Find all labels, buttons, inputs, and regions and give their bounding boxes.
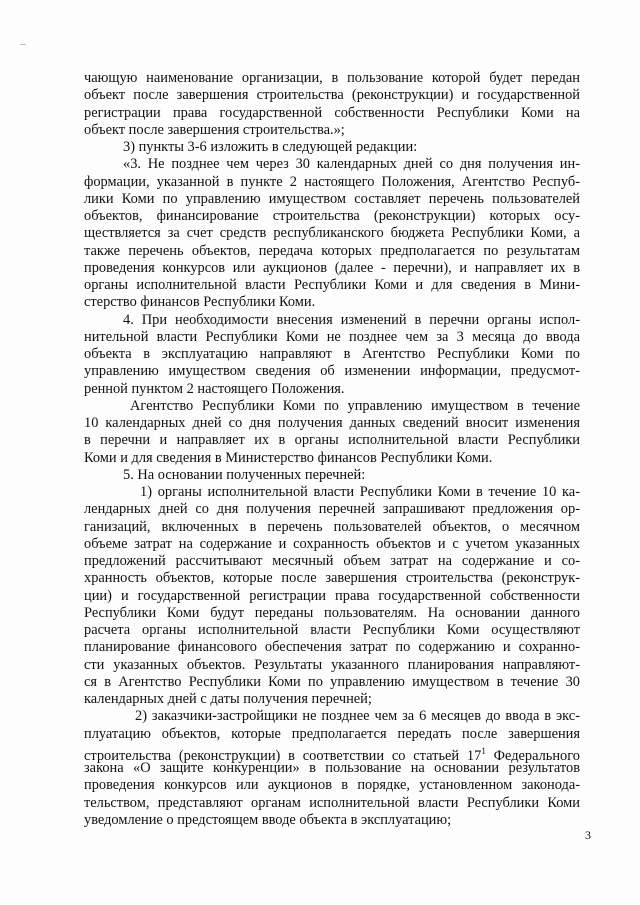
page-number: 3 — [585, 828, 591, 842]
text-line — [84, 70, 580, 87]
text-line-content: лендарных дней со дня получения перечней запрашивают предложения ор- — [84, 501, 580, 518]
text-line — [84, 501, 580, 518]
text-line — [84, 812, 580, 829]
text-line-content: расчета органы исполнительной власти Республики Коми осуществляют — [84, 622, 580, 638]
text-line-content: объекта в эксплуатацию направляют в Агентство Республики Коми по — [84, 346, 580, 362]
text-line — [84, 639, 580, 656]
text-line-content: Агентство Республики Коми по управлению имуществом в течение — [130, 397, 580, 414]
text-line — [84, 553, 580, 570]
text-line-content: формации, указанной в пункте 2 настоящего Положения, Агентство Респуб- — [84, 173, 580, 190]
text-line — [84, 691, 580, 708]
text-line — [84, 708, 580, 725]
text-line — [84, 363, 580, 380]
text-line-content: ганизаций, включенных в перечень пользователей объектов, о месячном — [84, 518, 580, 535]
text-line — [84, 777, 580, 794]
text-line-content: нительной власти Республики Коми не позднее чем за 3 месяца до ввода — [84, 328, 580, 345]
text-line — [84, 260, 580, 277]
text-line — [84, 536, 580, 553]
text-line — [84, 243, 580, 260]
text-line — [84, 415, 580, 432]
text-line-content: уведомление о предстоящем вводе объекта в эксплуатацию; — [84, 811, 452, 828]
text-line — [84, 605, 580, 622]
text-line-content: 4. При необходимости внесения изменений в перечни органы испол- — [123, 311, 580, 328]
text-line — [84, 622, 580, 639]
text-line-content: проведения конкурсов или аукционов (далее - перечни), и направляет их в — [84, 259, 580, 276]
text-line-content: ции) и государственной регистрации права государственной собственности — [84, 587, 580, 604]
text-line-content: предложений рассчитывают месячный объем затрат на содержание и со- — [84, 553, 580, 569]
text-line-content: сти указанных объектов. Результаты указанного планирования направляют- — [84, 656, 580, 673]
text-line — [84, 570, 580, 587]
text-line-content: ществляется за счет средств республиканского бюджета Республики Коми, а — [84, 225, 580, 242]
text-line-content: объектов, финансирование строительства (реконструкции) которых осу- — [84, 208, 580, 224]
text-line — [84, 519, 580, 536]
document-body — [84, 70, 580, 829]
text-line — [84, 191, 580, 208]
text-line-content: закона «О защите конкуренции» в пользование на основании результатов — [84, 760, 580, 776]
text-line-content: ся в Агентство Республики Коми по управлению имуществом в течение 30 — [84, 673, 580, 690]
text-line — [84, 398, 580, 415]
text-line — [84, 381, 580, 398]
text-line — [84, 329, 580, 346]
text-line — [84, 174, 580, 191]
text-line — [84, 225, 580, 242]
text-line-content: Коми и для сведения в Министерство финансов Республики Коми. — [84, 449, 493, 466]
text-line — [84, 208, 580, 225]
text-line-content: проведения конкурсов или аукционов в порядке, установленном законода- — [84, 777, 580, 794]
text-line-content: управлению имуществом сведения об изменении информации, предусмот- — [84, 363, 580, 380]
text-line — [84, 346, 580, 363]
text-line — [84, 87, 580, 104]
text-line — [84, 467, 580, 484]
text-line — [84, 105, 580, 122]
text-line-content: стерство финансов Республики Коми. — [84, 294, 316, 311]
text-line-content: регистрации права государственной собственности Республики Коми на — [84, 104, 580, 121]
text-line-content: тельством, представляют органам исполнительной власти Республики Коми — [84, 794, 580, 811]
text-line-content: чающую наименование организации, в пользование которой будет передан — [84, 70, 580, 86]
text-line-content: 3) пункты 3-6 изложить в следующей редакции: — [123, 139, 418, 155]
text-line — [84, 122, 580, 139]
text-line — [84, 139, 580, 156]
text-line-content: 5. На основании полученных перечней: — [123, 466, 366, 483]
text-line — [84, 588, 580, 605]
text-line-content: 1) органы исполнительной власти Республики Коми в течение 10 ка- — [140, 484, 580, 500]
text-line-content: 2) заказчики-застройщики не позднее чем за 6 месяцев до ввода в экс- — [135, 708, 580, 725]
text-line-content: ренной пунктом 2 настоящего Положения. — [84, 380, 345, 397]
text-line-content: лики Коми по управлению имуществом составляет перечень пользователей — [84, 190, 580, 207]
text-line — [84, 432, 580, 449]
text-line-content: Республики Коми будут переданы пользователям. На основании данного — [84, 604, 580, 621]
text-line-content: в перечни и направляет их в органы исполнительной власти Республики — [84, 432, 580, 449]
text-line-content: также перечень объектов, передача которых предполагается по результатам — [84, 242, 580, 259]
scan-artifact — [20, 44, 26, 45]
text-line — [84, 726, 580, 743]
text-line — [84, 743, 580, 764]
text-line — [84, 657, 580, 674]
text-line-content: плуатацию объектов, которые предполагается передать после завершения — [84, 725, 580, 742]
text-line — [84, 795, 580, 812]
text-line — [84, 484, 580, 501]
text-line — [84, 450, 580, 467]
text-line-tail: Федерального — [485, 747, 580, 764]
text-line-content: 10 календарных дней со дня получения данных сведений вносит изменения — [84, 415, 580, 431]
text-line-content: планирование финансового обеспечения затрат по содержанию и сохранно- — [84, 639, 580, 656]
text-line — [84, 674, 580, 691]
text-line-content: органы исполнительной власти Республики Коми и для сведения в Мини- — [84, 277, 580, 293]
text-line — [84, 312, 580, 329]
text-line-content: объект после завершения строительства.»; — [84, 121, 345, 138]
text-line-content: календарных дней с даты получения перечней; — [84, 691, 372, 707]
text-line-content: объект после завершения строительства (реконструкции) и государственной — [84, 87, 580, 104]
text-line-content: «3. Не позднее чем через 30 календарных дней со дня получения ин- — [123, 156, 580, 173]
text-line — [84, 294, 580, 311]
text-line-content: объеме затрат на содержание и сохранность объектов и с учетом указанных — [84, 535, 580, 552]
superscript: 1 — [481, 745, 486, 756]
text-line-content: строительства (реконструкции) в соответствии со статьей 17 — [84, 747, 482, 764]
text-line — [84, 156, 580, 173]
text-line-content: хранность объектов, которые после завершения строительства (реконструк- — [84, 570, 580, 587]
text-line — [84, 760, 580, 777]
text-line — [84, 277, 580, 294]
